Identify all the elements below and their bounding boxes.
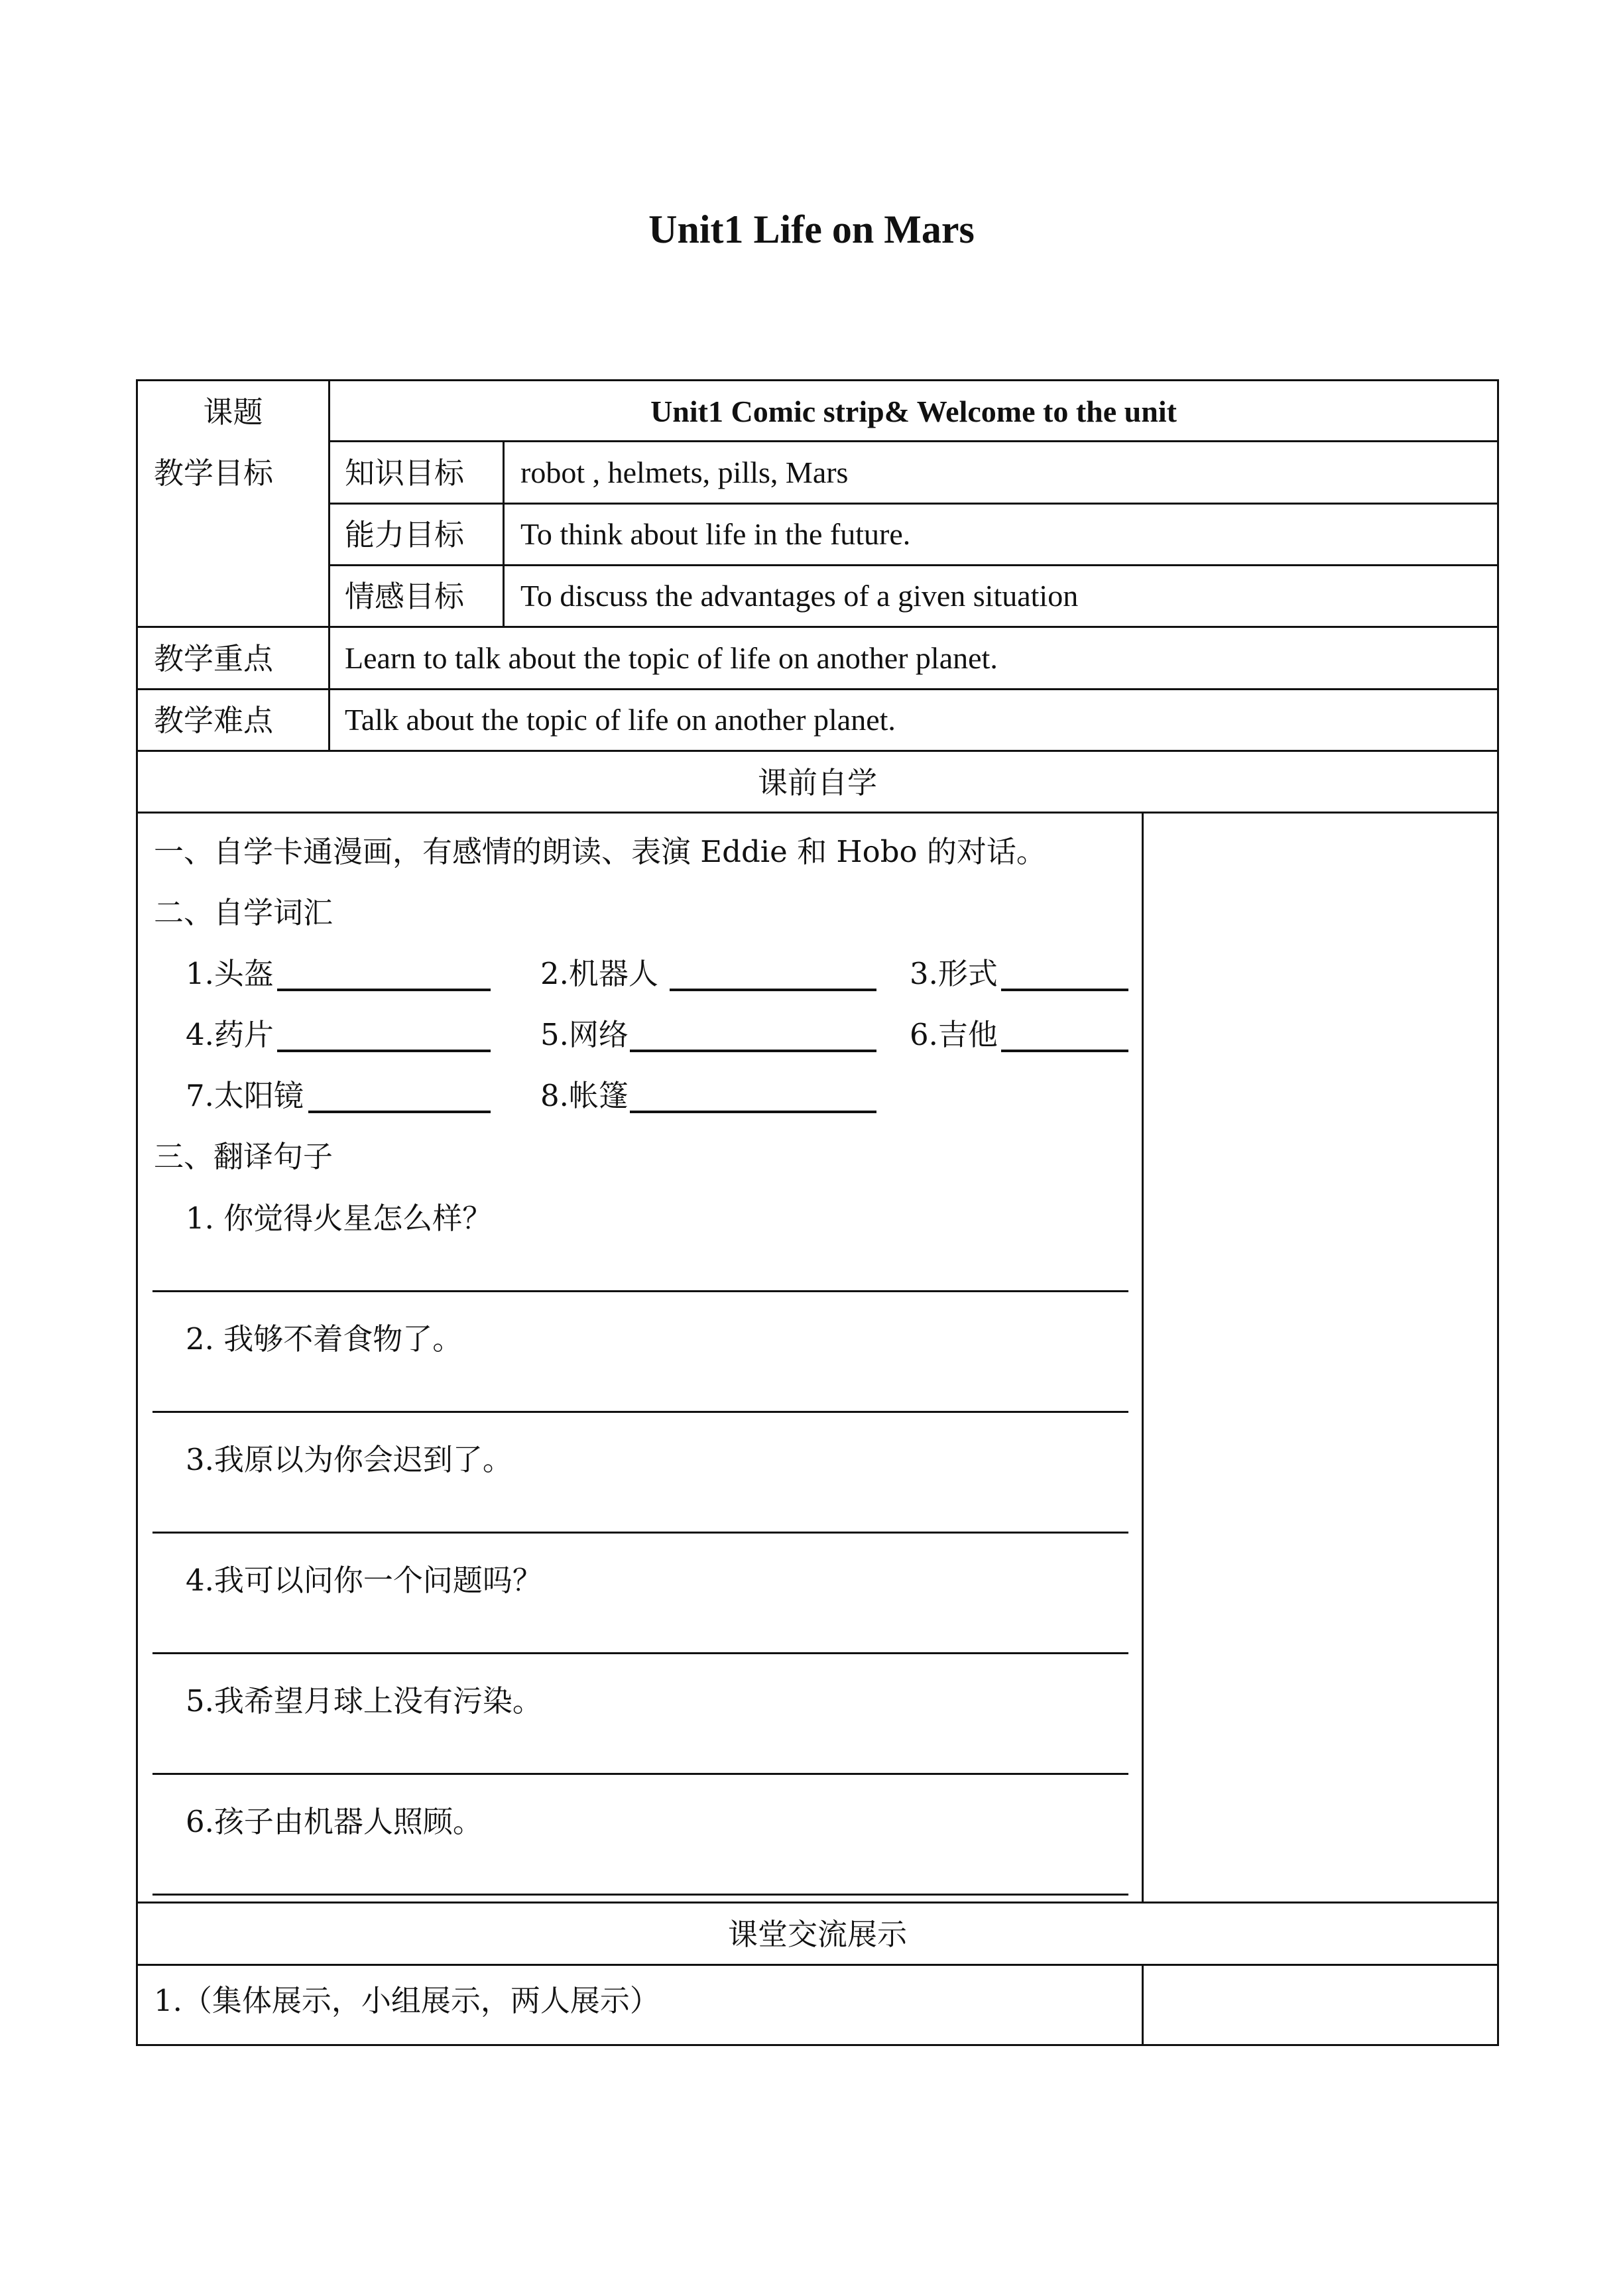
vocab-blank[interactable] bbox=[1001, 1050, 1128, 1052]
vocab-item: 3.形式 bbox=[910, 956, 998, 991]
knowledge-value: robot , helmets, pills, Mars bbox=[520, 455, 849, 489]
vocab-blank[interactable] bbox=[630, 1111, 876, 1113]
preview-header: 课前自学 bbox=[757, 765, 877, 800]
vocab-blank[interactable] bbox=[1001, 989, 1128, 991]
sentence-prompt: 1. 你觉得火星怎么样？ bbox=[186, 1201, 493, 1236]
sentence-prompt: 6.孩子由机器人照顾。 bbox=[186, 1804, 483, 1839]
answer-line[interactable] bbox=[152, 1894, 1128, 1896]
class-header: 课堂交流展示 bbox=[727, 1917, 907, 1952]
emotion-value: To discuss the advantages of a given situation bbox=[520, 579, 1079, 613]
sentence-prompt: 4.我可以问你一个问题吗？ bbox=[186, 1563, 542, 1598]
vocab-blank[interactable] bbox=[630, 1050, 876, 1052]
sentence-prompt: 2. 我够不着食物了。 bbox=[186, 1321, 463, 1357]
ability-label: 能力目标 bbox=[345, 517, 465, 552]
key-point-label: 教学重点 bbox=[154, 641, 274, 676]
vocab-blank[interactable] bbox=[277, 1050, 491, 1052]
difficulty-label: 教学难点 bbox=[154, 703, 274, 738]
vocab-item: 1.头盔 bbox=[186, 956, 274, 991]
difficulty-value: Talk about the topic of life on another planet. bbox=[345, 703, 896, 737]
vocab-item: 7.太阳镜 bbox=[186, 1078, 304, 1113]
page-title: Unit1 Life on Mars bbox=[648, 208, 975, 251]
answer-line[interactable] bbox=[152, 1290, 1128, 1292]
answer-line[interactable] bbox=[152, 1773, 1128, 1775]
emotion-label: 情感目标 bbox=[345, 579, 465, 614]
vocab-item: 4.药片 bbox=[186, 1017, 274, 1052]
knowledge-label: 知识目标 bbox=[345, 455, 465, 491]
answer-line[interactable] bbox=[152, 1532, 1128, 1534]
vocab-blank[interactable] bbox=[308, 1111, 491, 1113]
section-1-text: 一、自学卡通漫画，有感情的朗读、表演 Eddie 和 Hobo 的对话。 bbox=[154, 834, 1046, 869]
objectives-label: 教学目标 bbox=[154, 455, 274, 491]
vocab-blank[interactable] bbox=[277, 989, 491, 991]
answer-line[interactable] bbox=[152, 1652, 1128, 1654]
key-point-value: Learn to talk about the topic of life on another planet. bbox=[345, 641, 998, 675]
answer-line[interactable] bbox=[152, 1411, 1128, 1413]
sentence-prompt: 3.我原以为你会迟到了。 bbox=[186, 1442, 512, 1477]
vocab-blank[interactable] bbox=[670, 989, 876, 991]
vocab-item: 2.机器人 bbox=[540, 956, 658, 991]
ability-value: To think about life in the future. bbox=[520, 517, 911, 551]
section-2-heading: 二、自学词汇 bbox=[154, 895, 333, 930]
section-3-heading: 三、翻译句子 bbox=[154, 1139, 333, 1174]
class-item: 1.（集体展示，小组展示，两人展示） bbox=[154, 1983, 660, 2018]
vocab-item: 8.帐篷 bbox=[540, 1078, 629, 1113]
topic-value: Unit1 Comic strip& Welcome to the unit bbox=[650, 394, 1177, 428]
topic-label: 课题 bbox=[203, 394, 263, 430]
vocab-item: 6.吉他 bbox=[910, 1017, 998, 1052]
vocab-item: 5.网络 bbox=[540, 1017, 629, 1052]
sentence-prompt: 5.我希望月球上没有污染。 bbox=[186, 1683, 542, 1719]
